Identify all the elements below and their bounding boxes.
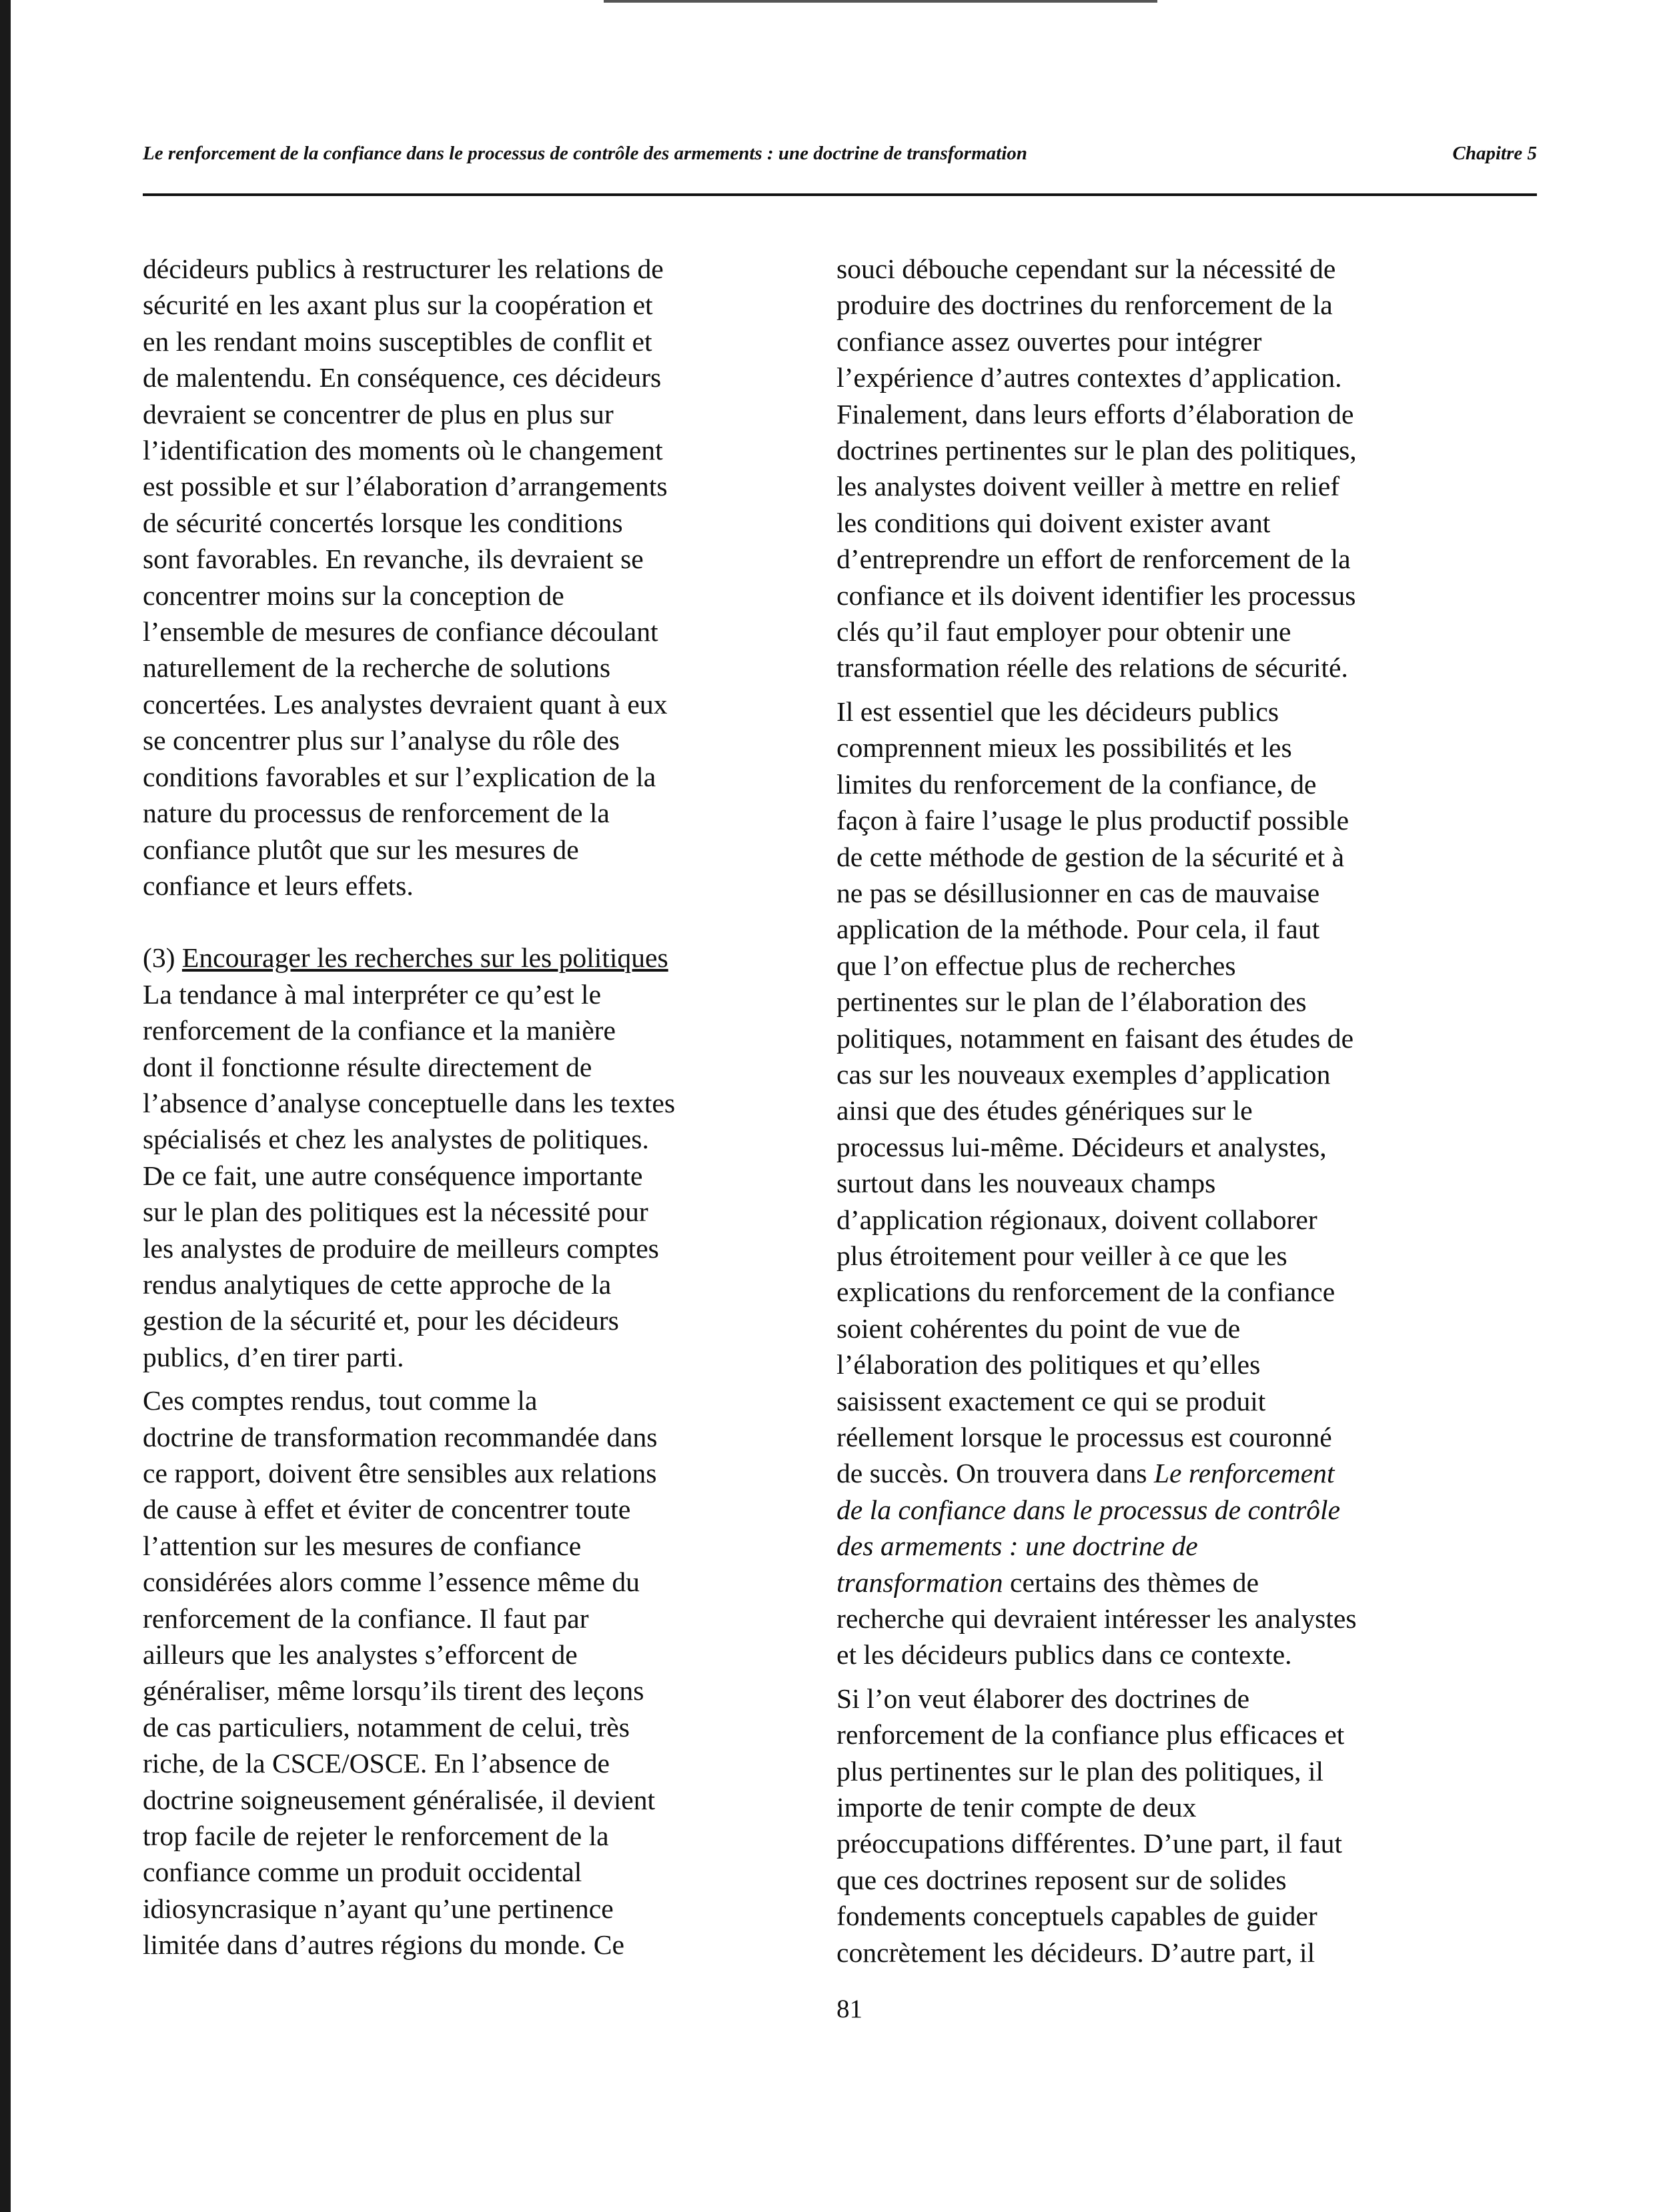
right-column	[836, 251, 1477, 1971]
left-column	[143, 251, 776, 1963]
right-paragraph-3: Si l’on veut élaborer des doctrines de renforcement de la confiance plus efficaces et plus pertinentes sur le plan des politiques, il importe de tenir compte de deux préoccupations différentes. D’une part, il faut que ces doctrines reposent sur de solides fondements conceptuels capables de guider concrètement les décideurs. D’autre part, il	[836, 1683, 1345, 1968]
cited-report-title: Le renforcement de la confiance dans le processus de contrôle des armements : une doctrine de transformation	[836, 1458, 1341, 1598]
right-paragraph-2	[836, 694, 1477, 1673]
page-number: 81	[836, 1995, 863, 2023]
scan-edge-bar	[0, 0, 11, 2212]
right-paragraph-2-end: certains des thèmes de recherche qui devraient intéresser les analystes et les décideurs publics dans ce contexte.	[836, 1566, 1357, 1671]
running-header	[143, 133, 1537, 173]
section-number: (3)	[143, 942, 182, 974]
right-paragraph-2-start: Il est essentiel que les décideurs publics comprennent mieux les possibilités et les limites du renforcement de la confiance, de façon à faire l’usage le plus productif possible de cette méthode de gestion de la sécurité et à ne pas se désillusionner en cas de mauvaise application de la méthode. Pour cela, il faut que l’on effectue plus de recherches pertinentes sur le plan de l’élaboration des politiques, notamment en faisant des études de cas sur les nouveaux exemples d’application ainsi que des études génériques sur le processus lui-même. Décideurs et analystes, surtout dans les nouveaux champs d’application régionaux, doivent collaborer plus étroitement pour veiller à ce que les explications du renforcement de la confiance soient cohérentes du point de vue de l’élaboration des politiques et qu’elles saisissent exactement ce qui se produit réellement lorsque le processus est couronné de succès. On trouvera dans	[836, 696, 1354, 1489]
left-paragraph-2: La tendance à mal interpréter ce qu’est le renforcement de la confiance et la manière dont il fonctionne résulte directement de l’absence d’analyse conceptuelle dans les textes spécialisés et chez les analystes de politiques. De ce fait, une autre conséquence importante sur le plan des politiques est la nécessité pour les analystes de produire de meilleurs comptes rendus analytiques de cette approche de la gestion de la sécurité et, pour les décideurs publics, d’en tirer parti.	[143, 978, 676, 1372]
section-heading	[143, 940, 776, 976]
left-paragraph-3: Ces comptes rendus, tout comme la doctrine de transformation recommandée dans ce rapport, doivent être sensibles aux relations de cause à effet et éviter de concentrer toute l’attention sur les mesures de confiance considérées alors comme l’essence même du renforcement de la confiance. Il faut par ailleurs que les analystes s’efforcent de généraliser, même lorsqu’ils tirent des leçons de cas particuliers, notamment de celui, très riche, de la CSCE/OSCE. En l’absence de doctrine soigneusement généralisée, il devient trop facile de rejeter le renforcement de la confiance comme un produit occidental idiosyncrasique n’ayant qu’une pertinence limitée dans d’autres régions du monde. Ce	[143, 1385, 658, 1961]
scan-top-line	[604, 0, 1157, 3]
header-title: Le renforcement de la confiance dans le processus de contrôle des armements : une doctrine de transformation	[143, 143, 1027, 164]
right-paragraph-1: souci débouche cependant sur la nécessité de produire des doctrines du renforcement de la confiance assez ouvertes pour intégrer l’expérience d’autres contextes d’application. Finalement, dans leurs efforts d’élaboration de doctrines pertinentes sur le plan des politiques, les analystes doivent veiller à mettre en relief les conditions qui doivent exister avant d’entreprendre un effort de renforcement de la confiance et ils doivent identifier les processus clés qu’il faut employer pour obtenir une transformation réelle des relations de sécurité.	[836, 253, 1357, 684]
left-paragraph-1: décideurs publics à restructurer les relations de sécurité en les axant plus sur la coopération et en les rendant moins susceptibles de conflit et de malentendu. En conséquence, ces décideurs devraient se concentrer de plus en plus sur l’identification des moments où le changement est possible et sur l’élaboration d’arrangements de sécurité concertés lorsque les conditions sont favorables. En revanche, ils devraient se concentrer moins sur la conception de l’ensemble de mesures de confiance découlant naturellement de la recherche de solutions concertées. Les analystes devraient quant à eux se concentrer plus sur l’analyse du rôle des conditions favorables et sur l’explication de la nature du processus de renforcement de la confiance plutôt que sur les mesures de confiance et leurs effets.	[143, 253, 668, 901]
header-chapter: Chapitre 5	[1452, 143, 1537, 164]
section-heading-text: Encourager les recherches sur les politiques	[181, 942, 668, 974]
header-rule	[143, 193, 1537, 196]
